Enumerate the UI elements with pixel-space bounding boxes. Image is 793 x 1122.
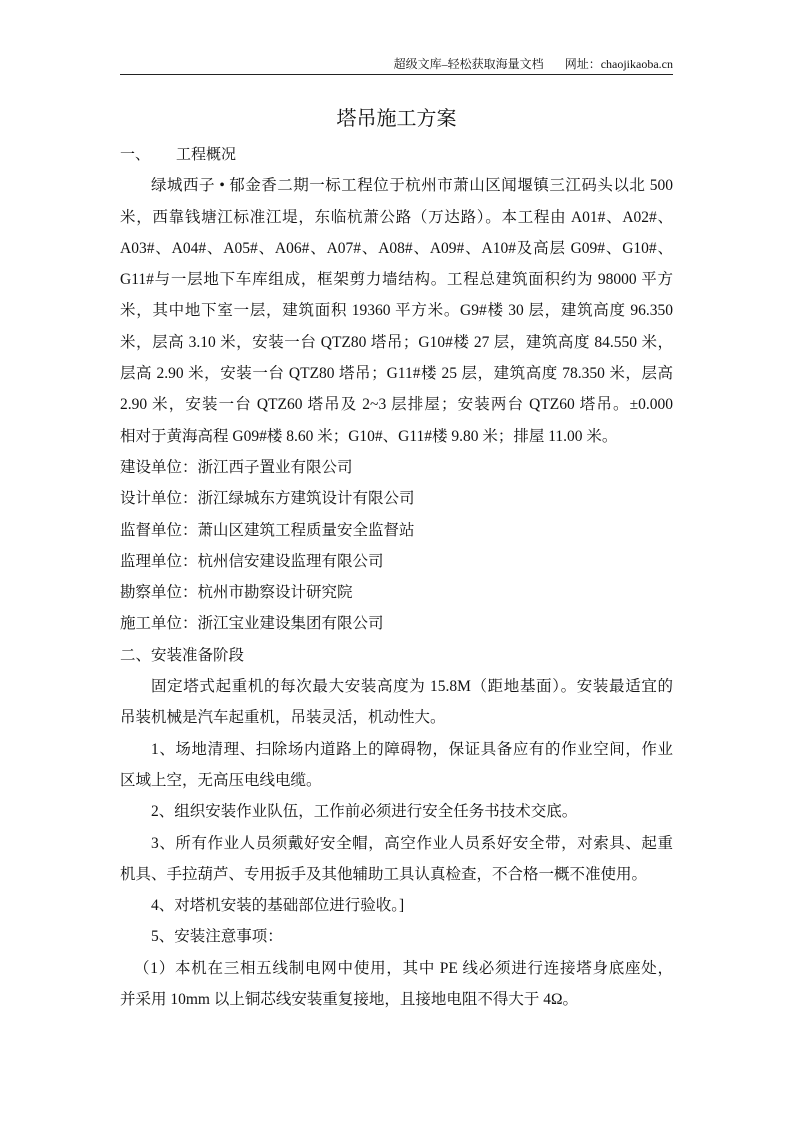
text-line: 绿城西子 • 郁金香二期一标工程位于杭州市萧山区闻堰镇三江码头以北 500 xyxy=(151,177,673,195)
section-number: 一、 xyxy=(120,145,151,163)
header-site-name: 超级文库–轻松获取海量文档 xyxy=(393,57,544,71)
document-body xyxy=(120,139,673,1015)
text-line: G11#与一层地下车库组成，框架剪力墙结构。工程总建筑面积约为 98000 平方 xyxy=(120,271,673,289)
text-line: 吊装机械是汽车起重机，吊装灵活，机动性大。 xyxy=(120,709,446,727)
text-line: 米，其中地下室一层，建筑面积 19360 平方米。G9#楼 30 层，建筑高度 96.350 xyxy=(120,302,673,320)
text-line: 相对于黄海高程 G09#楼 8.60 米；G10#、G11#楼 9.80 米；排屋 11.00 米。 xyxy=(120,427,618,445)
text-line: 4、对塔机安装的基础部位进行验收。] xyxy=(151,897,405,915)
text-line: 米，层高 3.10 米，安装一台 QTZ80 塔吊；G10#楼 27 层，建筑高度 84.550 米， xyxy=(120,333,673,351)
document-title: 塔吊施工方案 xyxy=(336,106,457,130)
text-line: 建设单位：浙江西子置业有限公司 xyxy=(120,458,353,476)
text-line: 2、组织安装作业队伍，工作前必须进行安全任务书技术交底。 xyxy=(151,803,578,821)
text-line: 5、安装注意事项： xyxy=(151,928,283,946)
text-line: 并采用 10mm 以上铜芯线安装重复接地，且接地电阻不得大于 4Ω。 xyxy=(120,991,579,1009)
section-heading xyxy=(120,139,673,170)
text-line: 机具、手拉葫芦、专用扳手及其他辅助工具认真检查，不合格一概不准使用。 xyxy=(120,865,648,883)
text-line: 区域上空，无高压电线电缆。 xyxy=(120,771,322,789)
text-line: 层高 2.90 米，安装一台 QTZ80 塔吊；G11#楼 25 层，建筑高度 78.350 米，层高 xyxy=(120,365,673,383)
text-line: 监理单位：杭州信安建设监理有限公司 xyxy=(120,552,384,570)
text-line: 1、场地清理、扫除场内道路上的障碍物，保证具备应有的作业空间，作业 xyxy=(151,740,673,758)
text-line: A03#、A04#、A05#、A06#、A07#、A08#、A09#、A10#及高层 G09#、G10#、 xyxy=(120,239,673,257)
text-line: 监督单位：萧山区建筑工程质量安全监督站 xyxy=(120,521,415,539)
text-line: 米，西靠钱塘江标准江堤，东临杭萧公路（万达路）。本工程由 A01#、A02#、 xyxy=(120,208,673,226)
text-line: 勘察单位：杭州市勘察设计研究院 xyxy=(120,584,353,602)
text-line: 3、所有作业人员须戴好安全帽，高空作业人员系好安全带，对索具、起重 xyxy=(151,834,673,852)
text-line: 二、安装准备阶段 xyxy=(120,646,245,664)
text-line: 施工单位：浙江宝业建设集团有限公司 xyxy=(120,615,384,633)
page-header xyxy=(120,55,673,75)
text-line: 2.90 米，安装一台 QTZ60 塔吊及 2~3 层排屋；安装两台 QTZ60 塔吊。±0.000 xyxy=(120,396,673,414)
header-url: 网址：chaojikaoba.cn xyxy=(564,57,673,71)
text-line: 设计单位：浙江绿城东方建筑设计有限公司 xyxy=(120,490,415,508)
section-label: 工程概况 xyxy=(176,145,237,163)
text-line: （1）本机在三相五线制电网中使用，其中 PE 线必须进行连接塔身底座处， xyxy=(134,959,673,977)
text-line: 固定塔式起重机的每次最大安装高度为 15.8M（距地基面）。安装最适宜的 xyxy=(151,678,673,696)
